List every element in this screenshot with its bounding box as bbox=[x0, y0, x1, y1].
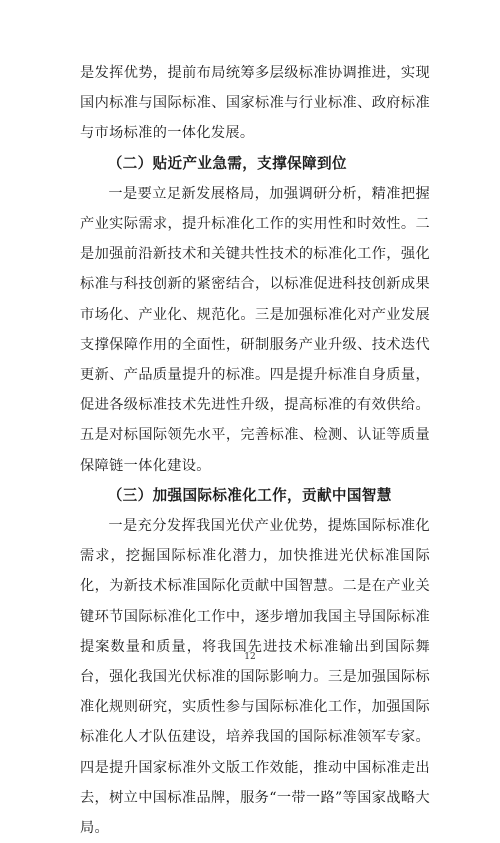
section-heading-3: （三）加强国际标准化工作，贡献中国智慧 bbox=[107, 486, 392, 504]
paragraph-continued: 是发挥优势，提前布局统筹多层级标准协调推进，实现国内标准与国际标准、国家标准与行业标准、政府标准与市场标准的一体化发展。 bbox=[80, 65, 430, 142]
document-page bbox=[80, 58, 430, 843]
section-heading-2: （二）贴近产业急需，支撑保障到位 bbox=[107, 154, 347, 172]
paragraph-section-2: 一是要立足新发展格局，加强调研分析，精准把握产业实际需求，提升标准化工作的实用性和时效性。二是加强前沿新技术和关键共性技术的标准化工作，强化标准与科技创新的紧密结合，以标准促进科技创新成果市场化、产业化、规范化。三是加强标准化对产业发展支撑保障作用的全面性，研制服务产业升级、技术迭代更新、产品质量提升的标准。四是提升标准自身质量，促进各级标准技术先进性升级，提高标准的有效供给。五是对标国际领先水平，完善标准、检测、认证等质量保障链一体化建设。 bbox=[80, 185, 430, 474]
paragraph-section-3: 一是充分发挥我国光伏产业优势，提炼国际标准化需求，挖掘国际标准化潜力，加快推进光伏标准国际化，为新技术标准国际化贡献中国智慧。二是在产业关键环节国际标准化工作中，逐步增加我国主导国际标准提案数量和质量，将我国先进技术标准输出到国际舞台，强化我国光伏标准的国际影响力。三是加强国际标准化规则研究，实质性参与国际标准化工作，加强国际标准化人才队伍建设，培养我国的国际标准领军专家。四是提升国家标准外文版工作效能，推动中国标准走出去，树立中国标准品牌，服务“一带一路”等国家战略大局。 bbox=[80, 518, 430, 837]
page-number: 12 bbox=[244, 652, 256, 662]
